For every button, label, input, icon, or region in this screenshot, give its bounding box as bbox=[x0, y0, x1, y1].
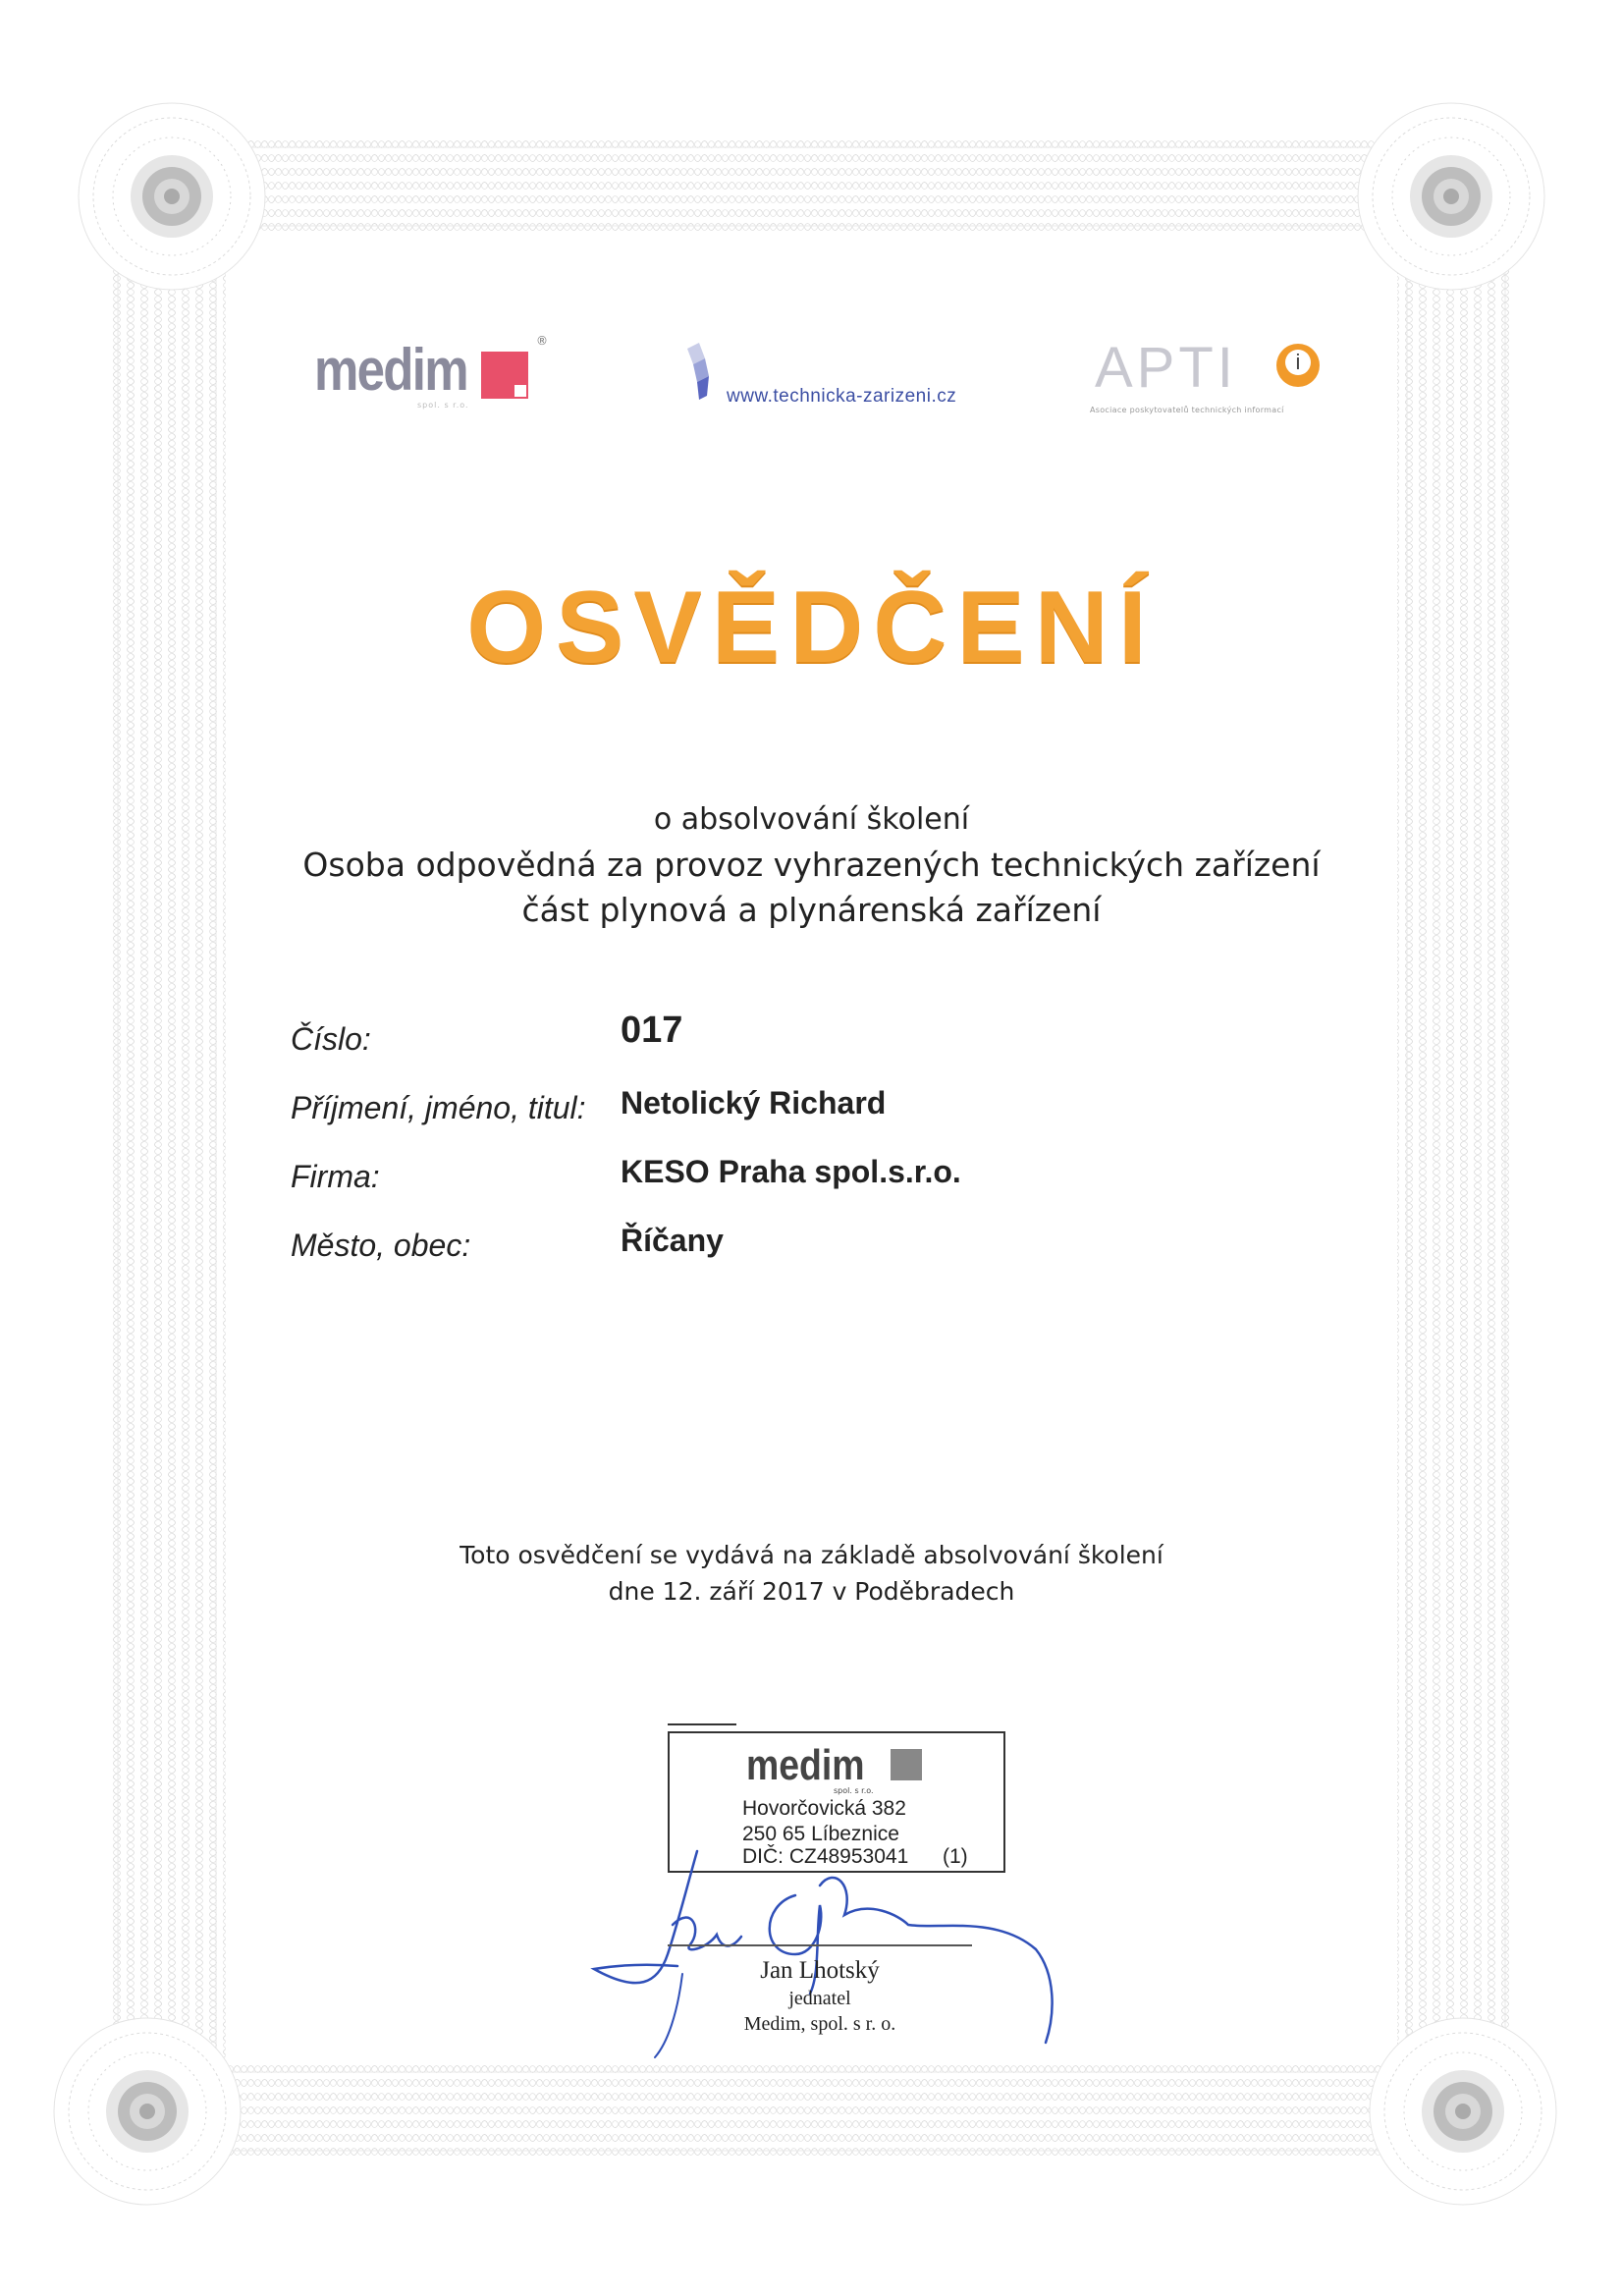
corner-rosette-top-right bbox=[1358, 103, 1544, 290]
field-value: Říčany bbox=[621, 1223, 724, 1258]
stamp-logo-square bbox=[891, 1749, 922, 1780]
field-label: Město, obec: bbox=[291, 1228, 471, 1263]
apti-logo-subline: Asociace poskytovatelů technických informací bbox=[1090, 406, 1284, 414]
registered-mark: ® bbox=[536, 334, 548, 348]
signatory-company: Medim, spol. s r. o. bbox=[743, 2013, 896, 2035]
medim-logo-subline: spol. s r.o. bbox=[417, 401, 469, 410]
technicka-zarizeni-mark-icon bbox=[677, 339, 727, 408]
medim-logo bbox=[314, 324, 550, 412]
stamp-address-2: 250 65 Líbeznice bbox=[742, 1823, 899, 1845]
field-value: 017 bbox=[621, 1010, 683, 1051]
issued-line-1: Toto osvědčení se vydává na základě absolvování školení bbox=[460, 1541, 1163, 1569]
certificate-title: OSVĚDČENÍ bbox=[466, 571, 1157, 684]
issued-statement bbox=[0, 1537, 1623, 1610]
field-value: KESO Praha spol.s.r.o. bbox=[621, 1154, 961, 1189]
stamp-number: (1) bbox=[943, 1845, 968, 1868]
stamp-company-name: medim bbox=[746, 1741, 865, 1789]
field-value: Netolický Richard bbox=[621, 1085, 887, 1121]
signatory-role: jednatel bbox=[788, 1988, 851, 2009]
field-label: Firma: bbox=[291, 1159, 380, 1194]
certificate-subtitle bbox=[0, 797, 1623, 933]
medim-logo-square bbox=[481, 352, 528, 399]
medim-logo-text: medim bbox=[314, 337, 467, 403]
apti-logo-text: APTI bbox=[1095, 336, 1237, 400]
stamp-company-sub: spol. s r.o. bbox=[834, 1786, 874, 1795]
subtitle-line-3: část plynová a plynárenská zařízení bbox=[521, 891, 1102, 929]
signatory-block bbox=[668, 1956, 972, 2037]
signature-line bbox=[668, 1944, 972, 1946]
corner-rosette-bottom-left bbox=[54, 2018, 241, 2205]
signatory-name: Jan Lhotský bbox=[760, 1957, 880, 1984]
website-url: www.technicka-zarizeni.cz bbox=[727, 386, 957, 407]
stamp-top-rule bbox=[668, 1723, 736, 1725]
issued-line-2: dne 12. září 2017 v Poděbradech bbox=[608, 1577, 1015, 1606]
subtitle-line-1: o absolvování školení bbox=[653, 802, 970, 837]
corner-rosette-top-left bbox=[79, 103, 265, 290]
stamp-dic: DIČ: CZ48953041 bbox=[742, 1845, 909, 1868]
info-icon bbox=[1276, 344, 1320, 387]
stamp-address-1: Hovorčovická 382 bbox=[742, 1797, 906, 1820]
technicka-zarizeni-logo bbox=[677, 339, 1011, 417]
subtitle-line-2: Osoba odpovědná za provoz vyhrazených technických zařízení bbox=[302, 846, 1321, 884]
field-label: Příjmení, jméno, titul: bbox=[291, 1090, 586, 1125]
apti-logo bbox=[1090, 336, 1335, 427]
field-label: Číslo: bbox=[291, 1021, 371, 1057]
corner-rosette-bottom-right bbox=[1370, 2018, 1556, 2205]
